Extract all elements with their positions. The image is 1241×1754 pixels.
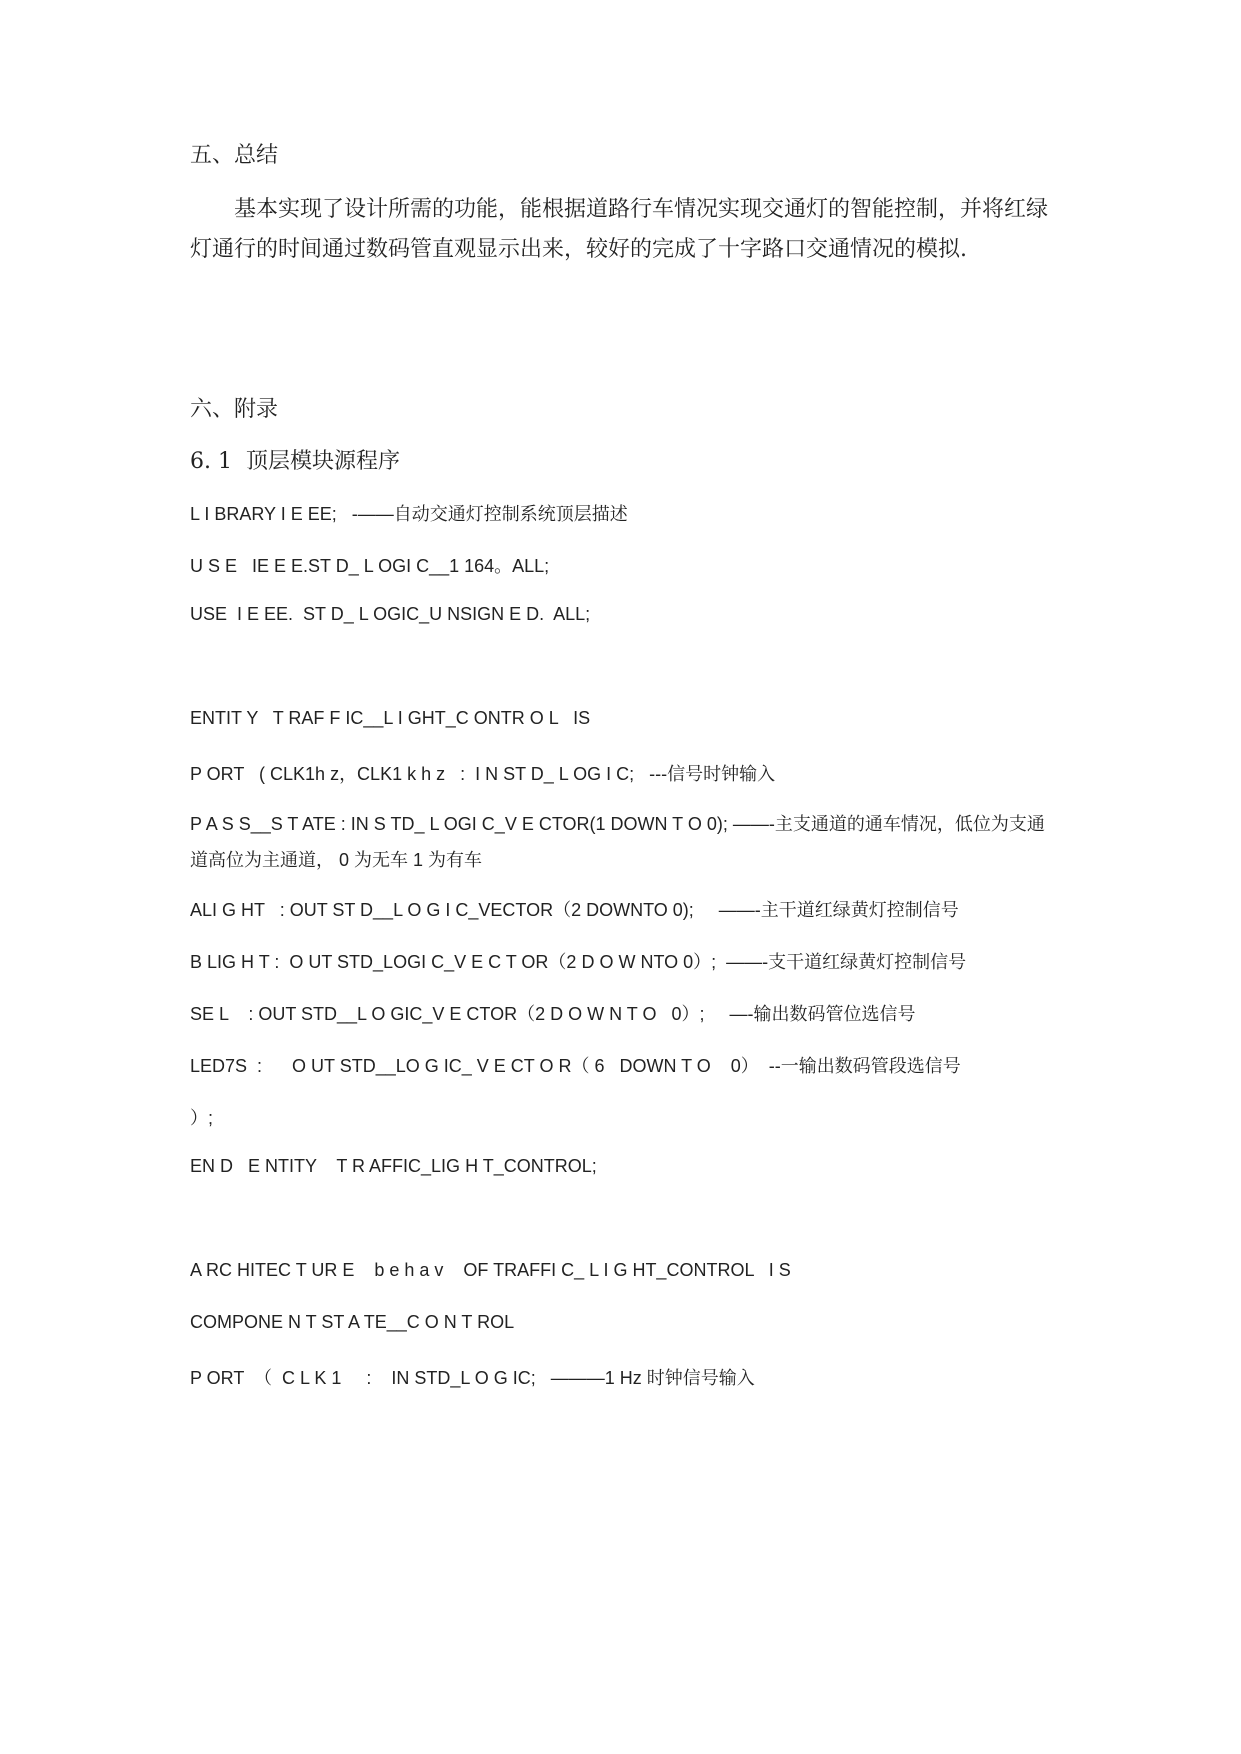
section-heading-appendix: 六、附录: [190, 397, 279, 422]
subsection-heading: 6. 1 顶层模块源程序: [190, 449, 400, 474]
code-line: A RC HITEC T UR E b e h a v OF TRAFFI C_ L I G HT_CONTROL I S: [190, 1260, 791, 1280]
code-line: COMPONE N T ST A TE__C O N T ROL: [190, 1312, 515, 1332]
code-line: U S E IE E E.ST D_ L OGI C__1 164。ALL;: [190, 556, 550, 576]
code-line: P ORT ( CLK1h z，CLK1 k h z : I N ST D_ L OG I C; ---信号时钟输入: [190, 764, 776, 784]
code-line: ENTIT Y T RAF F IC__L I GHT_C ONTR O L IS: [190, 708, 591, 728]
code-line: B LIG H T : O UT STD_LOGI C_V E C T OR（2 D O W NTO 0）; ——-支干道红绿黄灯控制信号: [190, 952, 967, 972]
code-line: P A S S__S T ATE : IN S TD_ L OGI C_V E CTOR(1 DOWN T O 0); ——-主支通道的通车情况，低位为支通道高位为主通道， 0 为无车 1 为有车: [190, 814, 1045, 870]
code-line: ALI G HT : OUT ST D__L O G I C_VECTOR（2 DOWNTO 0); ——-主干道红绿黄灯控制信号: [190, 900, 959, 920]
code-line: P ORT （ C L K 1 : IN STD_L O G IC; ———1 Hz 时钟信号输入: [190, 1368, 755, 1388]
code-line: ）;: [190, 1108, 214, 1128]
summary-paragraph: 基本实现了设计所需的功能，能根据道路行车情况实现交通灯的智能控制，并将红绿灯通行的时间通过数码管直观显示出来，较好的完成了十字路口交通情况的模拟.: [190, 197, 1049, 262]
section-heading-summary: 五、总结: [190, 143, 279, 168]
code-line: USE I E EE. ST D_ L OGIC_U NSIGN E D. ALL;: [190, 604, 591, 624]
code-line: EN D E NTITY T R AFFIC_LIG H T_CONTROL;: [190, 1156, 597, 1176]
code-line: SE L : OUT STD__L O GIC_V E CTOR（2 D O W N T O 0）; —-输出数码管位选信号: [190, 1004, 916, 1024]
code-line: LED7S : O UT STD__LO G IC_ V E CT O R（ 6 DOWN T O 0） --一输出数码管段选信号: [190, 1056, 961, 1076]
code-line: L I BRARY I E EE; -——自动交通灯控制系统顶层描述: [190, 504, 628, 524]
